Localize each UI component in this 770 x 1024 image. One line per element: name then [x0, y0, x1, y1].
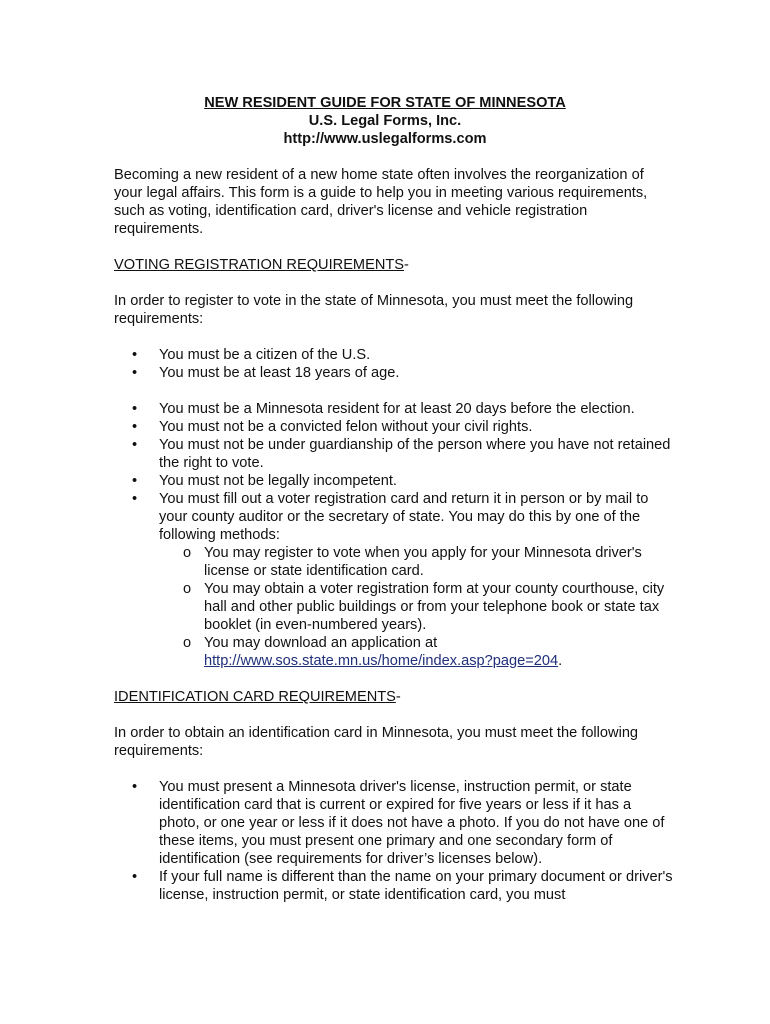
intro-paragraph: Becoming a new resident of a new home state often involves the reorganization of your legal affairs. This form is a guide to help you in meeting various requirements, such as voting, identification card, driver's license and vehicle registration requirements.: [114, 167, 648, 237]
voting-requirements-list-1: [114, 346, 674, 382]
voting-heading-text: VOTING REGISTRATION REQUIREMENTS: [114, 257, 405, 273]
list-item: • You must not be a convicted felon without your civil rights.: [114, 418, 674, 436]
idcard-requirements-list: [114, 778, 674, 904]
registration-methods-list: [159, 544, 674, 670]
voting-section-heading: [114, 256, 674, 274]
method-item-download: [159, 634, 674, 670]
list-item: • You must present a Minnesota driver's license, instruction permit, or state identification card that is current or expired for five years or less if it has a photo, or one year or less if it does not have a photo. If you do not have one of these items, you must present one primary and one secondary form of identification (see requirements for driver’s licenses below).: [114, 778, 674, 868]
list-item: • You must be a citizen of the U.S.: [114, 346, 674, 364]
voting-heading-dash: -: [404, 257, 409, 273]
voting-requirements-list-2: [114, 400, 674, 670]
list-item: • You must be a Minnesota resident for at least 20 days before the election.: [114, 400, 674, 418]
method-item: o You may register to vote when you apply for your Minnesota driver's license or state identification card.: [159, 544, 674, 580]
registration-methods-intro: You must fill out a voter registration card and return it in person or by mail to your county auditor or the secretary of state. You may do this by one of the following methods:: [159, 491, 649, 543]
company-url: http://www.uslegalforms.com: [283, 131, 487, 147]
company-name: U.S. Legal Forms, Inc.: [308, 113, 462, 129]
list-item: • You must not be under guardianship of the person where you have not retained the right to vote.: [114, 436, 674, 472]
idcard-intro: In order to obtain an identification card in Minnesota, you must meet the following requirements:: [114, 725, 639, 759]
download-period: .: [558, 653, 563, 669]
document-header: [0, 94, 770, 148]
method-item: o You may obtain a voter registration form at your county courthouse, city hall and other public buildings or from your telephone book or state tax booklet (in even-numbered years).: [159, 580, 674, 634]
idcard-section-heading: [114, 688, 674, 706]
list-item: • You must be at least 18 years of age.: [114, 364, 674, 382]
list-item: • You must not be legally incompetent.: [114, 472, 674, 490]
idcard-heading-dash: -: [395, 689, 401, 705]
list-item: • If your full name is different than the name on your primary document or driver's license, instruction permit, or state identification card, you must: [114, 868, 674, 904]
idcard-heading-text: IDENTIFICATION CARD REQUIREMENTS: [114, 689, 396, 705]
voting-intro: In order to register to vote in the state of Minnesota, you must meet the following requirements:: [114, 293, 634, 327]
list-item: [114, 490, 674, 670]
document-title: NEW RESIDENT GUIDE FOR STATE OF MINNESOTA: [204, 95, 566, 111]
download-text: You may download an application at: [204, 635, 438, 651]
sos-registration-link[interactable]: http://www.sos.state.mn.us/home/index.asp?page=204: [204, 653, 559, 669]
